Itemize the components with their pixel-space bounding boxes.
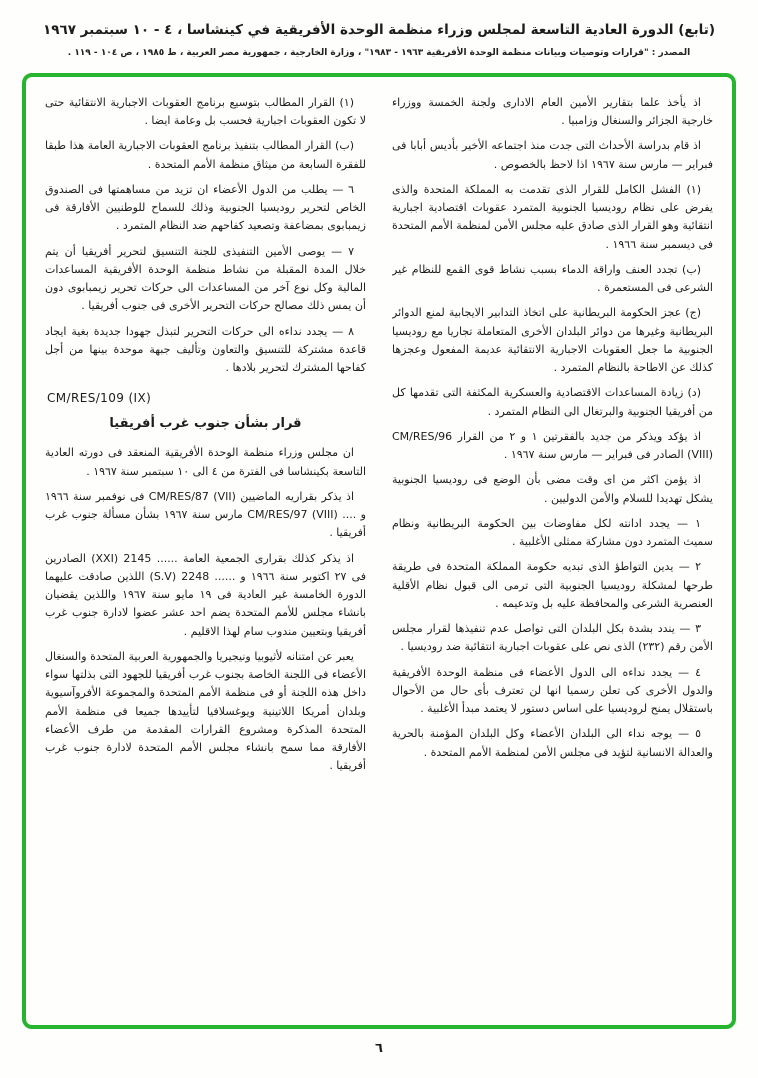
page-footer bbox=[0, 1037, 758, 1056]
paragraph: اذ قام بدراسة الأحداث التى جدت منذ اجتماعه الأخير بأديس أبابا فى فبراير — مارس سنة ١٩٦٧ اذا لاحظ بالخصوص . bbox=[392, 139, 713, 171]
paragraph: اذ يأخذ علما بتقارير الأمين العام الادارى ولجنة الخمسة ووزراء خارجية الجزائر والسنغال وزامبيا . bbox=[392, 95, 713, 128]
paragraph: ١ — يجدد ادانته لكل مفاوضات بين الحكومة البريطانية ونظام سميث المتمرد دون مشاركة ممثلى الأغلبية . bbox=[392, 516, 713, 549]
page-number: ٦ bbox=[375, 1040, 383, 1056]
paragraph: ٧ — يوصى الأمين التنفيذى للجنة التنسيق لتحرير أفريقيا أن يتم خلال المدة المقبلة من نشاط منظمة الوحدة الأفريقية المساعدات المالية وكل نوع آخر من المساعدات الى حركات تحرير زيمبابوى دون أن يمس ذلك مصالح حركات التحرير الأخرى فى جنوب أفريقيا . bbox=[45, 244, 366, 313]
content-frame bbox=[22, 73, 736, 1029]
paragraph: ٢ — يدين التواطؤ الذى تبديه حكومة المملكة المتحدة فى طريقة طرحها لمشكلة روديسيا الجنوبية التى ترمى الى قبول نظام الأقلية العنصرية الشرعى والمحافظة عليه بل وتدعيمه . bbox=[392, 560, 713, 610]
paragraph: ٨ — يجدد نداءه الى حركات التحرير لتبذل جهودا جديدة بغية ايجاد قاعدة مشتركة للتنسيق والتعاون وتأليف جبهة موحدة بينها من أجل كفاحها المشترك لتحرير بلادها . bbox=[45, 324, 366, 375]
paragraph: اذ يؤمن اكثر من اى وقت مضى بأن الوضع فى روديسيا الجنوبية يشكل تهديدا للسلام والأمن الدوليين . bbox=[392, 473, 713, 505]
left-column-top-section bbox=[45, 94, 366, 378]
paragraph: (ب) تجدد العنف واراقة الدماء بسبب نشاط قوى القمع للنظام غير الشرعى فى المستعمرة . bbox=[392, 262, 713, 295]
paragraph: (١) الفشل الكامل للقرار الذى تقدمت به المملكة المتحدة والذى يفرض على نظام روديسيا الجنوبية المتمرد عقوبات اقتصادية اجبارية انتقائية وهو القرار الذى صادق عليه مجلس الأمن لمنظمة الأمم المتحدة فى ديسمبر سنة ١٩٦٦ . bbox=[392, 182, 713, 251]
paragraph: ان مجلس وزراء منظمة الوحدة الأفريقية المنعقد فى دورته العادية التاسعة بكينشاسا فى الفترة من ٤ الى ١٠ سبتمبر سنة ١٩٦٧ . bbox=[45, 446, 366, 478]
document-title: (تابع) الدورة العادية التاسعة لمجلس وزراء منظمة الوحدة الأفريقية في كينشاسا ، ٤ - ١٠ سبتمبر ١٩٦٧ bbox=[43, 22, 715, 38]
column-right bbox=[392, 94, 713, 1011]
paragraph: ٣ — يندد بشدة بكل البلدان التى تواصل عدم تنفيذها لقرار مجلس الأمن رقم (٢٣٢) الذى نص على عقوبات اجبارية انتقائية ضد روديسيا . bbox=[392, 622, 713, 654]
paragraph: (ج) عجز الحكومة البريطانية على اتخاذ التدابير الايجابية لمنع الدوائر البريطانية وغيرها من دوائر البلدان الأخرى المتعاملة تجاريا مع روديسيا الجنوبية ما جعل العقوبات الاجبارية الانتقائية عديمة المفعول وعجزها كذلك عن الاطاحة بالنظام المتمرد . bbox=[392, 306, 713, 375]
paragraph: ٥ — يوجه نداء الى البلدان الأعضاء وكل البلدان المؤمنة بالحرية والعدالة الانسانية لتؤيد فى مجلس الأمن لمنظمة الأمم المتحدة . bbox=[392, 727, 713, 759]
column-left bbox=[45, 94, 366, 1011]
resolution-code: CM/RES/109 (IX) bbox=[47, 391, 152, 406]
page-header bbox=[0, 0, 758, 58]
two-column-layout bbox=[45, 94, 713, 1011]
resolution-title: قرار بشأن جنوب غرب أفريقيا bbox=[109, 416, 302, 432]
paragraph: اذ يذكر بقراريه الماضيين CM/RES/87 (VII) فى نوفمبر سنة ١٩٦٦ و .... CM/RES/97 (VIII) مارس سنة ١٩٦٧ بشأن مسألة جنوب غرب أفريقيا . bbox=[45, 489, 366, 540]
source-line: المصدر : "قرارات وتوصيات وبيانات منظمة الوحدة الأفريقية ١٩٦٣ - ١٩٨٣" ، وزارة الخارجية ، جمهورية مصر العربية ، ط ١٩٨٥ ، ص ١٠٤ - ١١٩ . bbox=[67, 47, 691, 58]
paragraph: ٦ — يطلب من الدول الأعضاء ان تزيد من مساهمتها فى الصندوق الخاص لتحرير روديسيا الجنوبية وذلك للسماح للوطنيين الأفارقة فى زيمبابوى بمضاعفة وتصعيد كفاحهم ضد النظام المتمرد . bbox=[45, 182, 366, 233]
left-column-bottom-section bbox=[45, 444, 366, 775]
paragraph: (١) القرار المطالب بتوسيع برنامج العقوبات الاجبارية الانتقائية حتى لا تكون العقوبات اجبارية فحسب بل وعامة ايضا . bbox=[45, 95, 366, 128]
paragraph: اذ يؤكد ويذكر من جديد بالفقرتين ١ و ٢ من القرار CM/RES/96 (VIII) الصادر فى فبراير — مارس سنة ١٩٦٧ . bbox=[392, 429, 713, 462]
paragraph: (ب) القرار المطالب بتنفيذ برنامج العقوبات الاجبارية العامة هذا طبقا للفقرة السابعة من ميثاق منظمة الأمم المتحدة . bbox=[45, 139, 366, 171]
paragraph: ٤ — يجدد نداءه الى الدول الأعضاء فى منظمة الوحدة الأفريقية والدول الأخرى كى تعلن رسميا انها لن تعترف بأى حال من الأحوال باستقلال يمنح لروديسيا على اساس دستور لا يعتمد مبدأ الأغلبية . bbox=[392, 665, 713, 716]
paragraph: (د) زيادة المساعدات الاقتصادية والعسكرية المكثفة التى تقدمها كل من أفريقيا الجنوبية والبرتغال الى النظام المتمرد . bbox=[392, 386, 713, 418]
paragraph: اذ يذكر كذلك بقرارى الجمعية العامة ...... 2145 (XXI) الصادرين فى ٢٧ اكتوبر سنة ١٩٦٦ و ...... 2248 (S.V) اللذين صادقت عليهما الدورة الخامسة غير العادية فى ١٩ مايو سنة ١٩٦٧ واللذين يقضيان بانشاء مجلس للأمم المتحدة يضم احد عشر عضوا لادارة جنوب غرب أفريقيا وبتعيين مندوب سام لهذا الاقليم . bbox=[45, 551, 366, 638]
paragraph: يعبر عن امتنانه لأثيوبيا ونيجيريا والجمهورية العربية المتحدة والسنغال الأعضاء فى اللجنة الخاصة بجنوب غرب أفريقيا للجهود التى بذلتها سواء داخل هذه اللجنة أو فى منظمة الأمم المتحدة والمجموعة الأفروآسيوية وبلدان أمريكا اللاتينية ويوغسلافيا لتأييدها جميعا فى منظمة الأمم المتحدة المذكرة ومشروع القرارات المقدمة من طرف الأعضاء الأفارقة مما سمح بانشاء مجلس الأمم المتحدة لادارة جنوب غرب أفريقيا . bbox=[45, 649, 366, 773]
